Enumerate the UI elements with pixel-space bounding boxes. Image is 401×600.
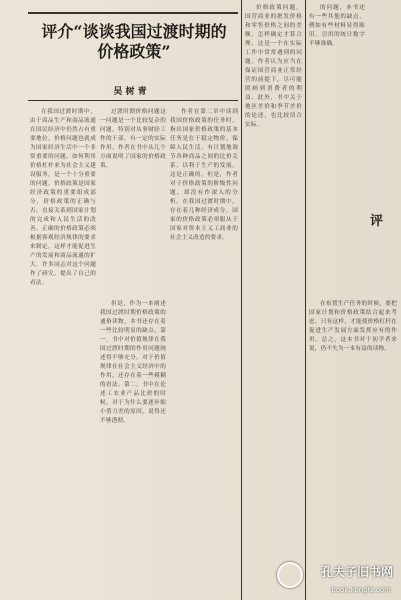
top-rule [28, 12, 238, 14]
article-title: 评介“谈谈我国过渡时期的 价格政策” [41, 22, 227, 61]
column-divider [305, 0, 306, 600]
article-column-5: 价格政策问题。国营商业的批发价格和零售价格之间的差额，怎样确定才算合理，这是一个在实际工作中常常遇到的问题。作者认为应当在保证国营商业正常经营的前提下，尽可能照顾到消费者的利益。此外，书中关于地区差价和季节差价的论述，也比较切合实际。 [245, 5, 302, 128]
watermark-logo-icon [277, 562, 303, 588]
article-column-2: 过渡时期价格问题这一问题是一个比较复杂的问题，特别对从事财经工作的干部，有一定的实际作用。作者在书中从几个方面说明了国家的价格政策。 [100, 109, 166, 169]
article-column-4: 作者在第二章中谈到我国价格政策的任务时，指出国家价格政策的基本任务是在于稳定物价，保障人民生活，有计划地调节各种商品之间的比价关系，以利于生产的发展。这是正确的。但是，作者对于价格政策的阶级性问题，却没有作深入的分析。在我国过渡时期中，存在着几种经济成分，国家的价格政策必须服从于国家对资本主义工商业的社会主义改造的要求。 [170, 109, 238, 241]
title-bottom-rule [28, 100, 238, 101]
column-divider [241, 0, 242, 600]
watermark-url: book.kongfz.com [331, 586, 391, 594]
article-column-1: 在我国过渡时期中，由于商品生产和商品流通在国民经济中仍然占有重要地位，价格问题也就成为国家经济生活中一个非常重要的问题。如何利用价格杠杆来为社会主义建设服务，是一个十分重要的问题。价格政策是国家经济政策的重要组成部分，价格政策的正确与否，直接关系到国家计划的完成和人民生活的改善。正确的价格政策必须根据客观经济规律的要求来制定，这样才能促进生产的发展和商品流通的扩大。许多同志对这个问题作了研究，提出了自己的看法。 [30, 109, 96, 286]
watermark-text: 孔夫子旧书网 [320, 565, 393, 579]
article-column-6: 的问题，本书还有一些其他的缺点，例如有些材料显得陈旧，引用的统计数字不够准确。 [309, 5, 365, 47]
article-column-3: 但是，作为一本阐述我国过渡时期价格政策的通俗读物，本书还存在着一些比较明显的缺点。第一，书中对价值规律在我国过渡时期的作用问题阐述得不够充分，对于价值规律在社会主义经济中的作用，还存在着一些模糊的看法。第二，书中在论述工农业产品比价的时候，对于为什么要逐步缩小剪刀差的原因，说得还不够透彻。 [100, 301, 166, 424]
article-author: 吴 树 青 [113, 87, 147, 97]
article-column-7: 在布置生产任务的时候，要把国家计划和价格政策结合起来考虑，只有这样，才能使价格杠杆在促进生产发展方面发挥应有的作用。总之，这本书对于初学者来说，仍不失为一本有益的读物。 [309, 301, 397, 352]
side-article-heading: 评 [370, 214, 390, 229]
